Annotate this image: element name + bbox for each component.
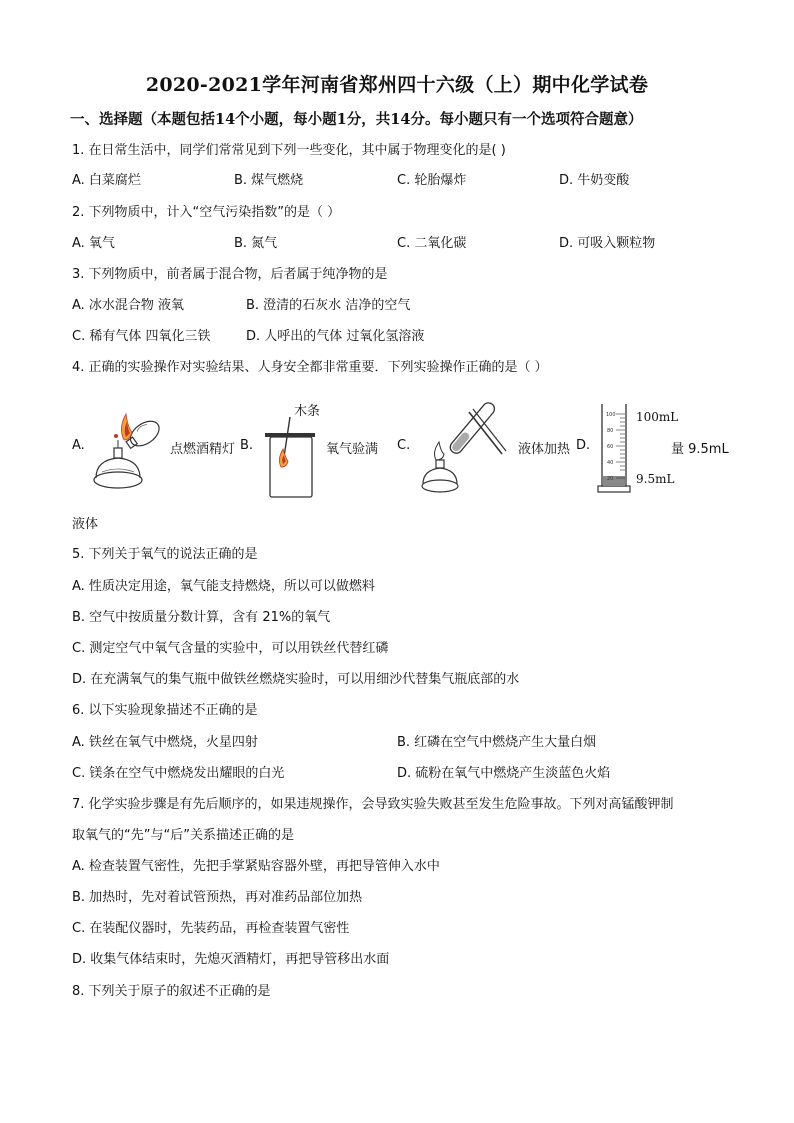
q6-option-c: C. 镁条在空气中燃烧发出耀眼的白光 <box>72 766 285 781</box>
q2-option-a: A. 氧气 <box>72 236 115 251</box>
q2-option-d: D. 可吸入颗粒物 <box>559 236 656 251</box>
cylinder-tick-80: 80 <box>607 428 614 434</box>
cylinder-tick-20: 20 <box>607 476 614 482</box>
q4-option-d-tail: 液体 <box>72 517 99 532</box>
q6-option-a: A. 铁丝在氧气中燃烧，火星四射 <box>72 735 258 750</box>
q7-option-a: A. 检查装置气密性，先把手掌紧贴容器外壁，再把导管伸入水中 <box>72 859 440 874</box>
q2-option-c: C. 二氧化碳 <box>397 236 467 251</box>
question-1: 1. 在日常生活中，同学们常常见到下列一些变化，其中属于物理变化的是( ) <box>72 143 506 158</box>
q3-option-a: A. 冰水混合物 液氧 <box>72 298 185 313</box>
question-2: 2. 下列物质中，计入“空气污染指数”的是（ ） <box>72 205 341 220</box>
cylinder-100ml-label: 100mL <box>636 410 679 424</box>
q5-option-b: B. 空气中按质量分数计算，含有 21%的氧气 <box>72 610 331 625</box>
cylinder-tick-60: 60 <box>607 444 614 450</box>
q5-option-d: D. 在充满氧气的集气瓶中做铁丝燃烧实验时，可以用细沙代替集气瓶底部的水 <box>72 672 520 687</box>
q4-option-d-letter: D. <box>576 438 591 453</box>
section-heading: 一、选择题（本题包括14个小题，每小题1分，共14分。每小题只有一个选项符合题意） <box>70 111 643 128</box>
cylinder-tick-40: 40 <box>607 460 614 466</box>
q1-option-a: A. 白菜腐烂 <box>72 173 141 188</box>
q6-option-b: B. 红磷在空气中燃烧产生大量白烟 <box>397 735 597 750</box>
q3-option-b: B. 澄清的石灰水 洁净的空气 <box>246 298 411 313</box>
question-6: 6. 以下实验现象描述不正确的是 <box>72 703 258 718</box>
question-4: 4. 正确的实验操作对实验结果、人身安全都非常重要．下列实验操作正确的是（ ） <box>72 360 548 375</box>
q4-option-b-text: 氧气验满 <box>326 442 379 457</box>
q4-option-d-text: 量 9.5mL <box>671 442 729 457</box>
q7-option-d: D. 收集气体结束时，先熄灭酒精灯，再把导管移出水面 <box>72 952 390 967</box>
q3-option-d: D. 人呼出的气体 过氧化氢溶液 <box>246 329 425 344</box>
q7-option-c: C. 在装配仪器时，先装药品，再检查装置气密性 <box>72 921 350 936</box>
q3-option-c: C. 稀有气体 四氧化三铁 <box>72 329 211 344</box>
question-3: 3. 下列物质中，前者属于混合物，后者属于纯净物的是 <box>72 267 388 282</box>
cylinder-9-5ml-label: 9.5mL <box>636 472 675 486</box>
q4-option-c-text: 液体加热 <box>518 442 571 457</box>
q4-option-b-label-top: 木条 <box>294 404 321 419</box>
alcohol-lamp-lighting-figure <box>88 400 168 495</box>
question-8: 8. 下列关于原子的叙述不正确的是 <box>72 984 271 999</box>
q4-option-a-letter: A. <box>72 438 85 453</box>
q6-option-d: D. 硫粉在氧气中燃烧产生淡蓝色火焰 <box>397 766 611 781</box>
q2-option-b: B. 氮气 <box>234 236 278 251</box>
q5-option-c: C. 测定空气中氧气含量的实验中，可以用铁丝代替红磷 <box>72 641 389 656</box>
oxygen-full-check-figure <box>262 415 322 501</box>
q4-option-a-text: 点燃酒精灯 <box>170 442 236 457</box>
question-7: 7. 化学实验步骤是有先后顺序的，如果违规操作，会导致实验失败甚至发生危险事故。下列对高锰酸钾制 <box>72 797 674 812</box>
question-7-continued: 取氧气的“先”与“后”关系描述正确的是 <box>72 828 294 843</box>
liquid-heating-figure <box>414 398 514 498</box>
q1-option-c: C. 轮胎爆炸 <box>397 173 467 188</box>
q7-option-b: B. 加热时，先对着试管预热，再对准药品部位加热 <box>72 890 363 905</box>
q5-option-a: A. 性质决定用途，氧气能支持燃烧，所以可以做燃料 <box>72 579 375 594</box>
q1-option-b: B. 煤气燃烧 <box>234 173 304 188</box>
q4-option-b-letter: B. <box>240 438 254 453</box>
page-title: 2020-2021学年河南省郑州四十六级（上）期中化学试卷 <box>145 74 649 96</box>
cylinder-tick-100: 100 <box>606 412 616 418</box>
measuring-cylinder-figure <box>594 400 634 496</box>
question-5: 5. 下列关于氧气的说法正确的是 <box>72 547 258 562</box>
q1-option-d: D. 牛奶变酸 <box>559 173 630 188</box>
q4-option-c-letter: C. <box>397 438 411 453</box>
